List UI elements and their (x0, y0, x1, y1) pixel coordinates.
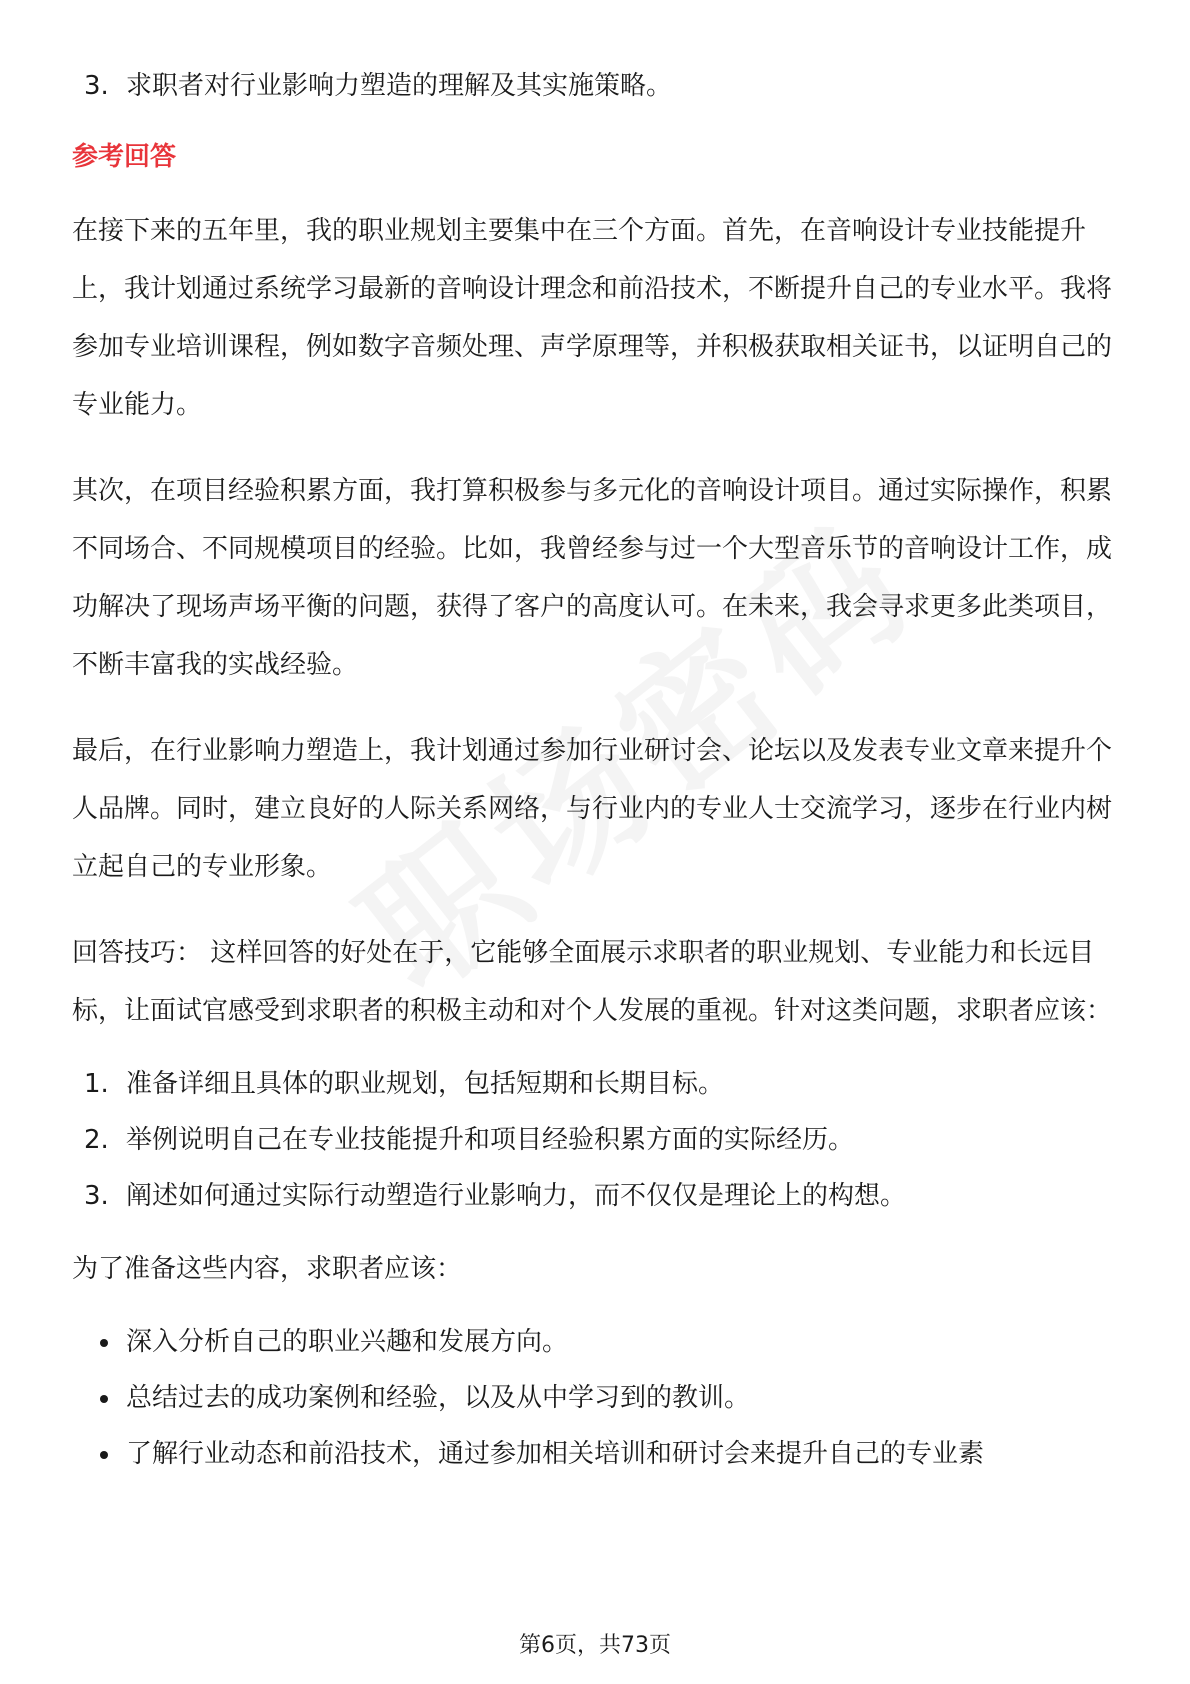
list-text: 举例说明自己在专业技能提升和项目经验积累方面的实际经历。 (126, 1125, 855, 1155)
bullet-icon (100, 1339, 108, 1347)
prep-bullet-item (72, 1370, 1122, 1426)
list-text: 准备详细且具体的职业规划，包括短期和长期目标。 (126, 1069, 725, 1099)
question-list-item (72, 58, 1122, 114)
bullet-text: 深入分析自己的职业兴趣和发展方向。 (126, 1327, 569, 1357)
bullet-text: 总结过去的成功案例和经验，以及从中学习到的教训。 (126, 1383, 751, 1413)
answer-paragraph-1: 在接下来的五年里，我的职业规划主要集中在三个方面。首先，在音响设计专业技能提升上，我计划通过系统学习最新的音响设计理念和前沿技术，不断提升自己的专业水平。我将参加专业培训课程，例如数字音频处理、声学原理等，并积极获取相关证书，以证明自己的专业能力。 (72, 216, 1113, 420)
bullet-icon (100, 1395, 108, 1403)
page-content (72, 58, 1122, 1482)
list-number: 3. (84, 1181, 109, 1211)
tips-list-item (72, 1112, 1122, 1168)
tips-paragraph: 回答技巧： 这样回答的好处在于，它能够全面展示求职者的职业规划、专业能力和长远目标，让面试官感受到求职者的积极主动和对个人发展的重视。针对这类问题，求职者应该： (72, 938, 1113, 1026)
prep-intro: 为了准备这些内容，求职者应该： (72, 1254, 463, 1284)
list-number: 1. (84, 1069, 109, 1099)
list-number: 2. (84, 1125, 109, 1155)
tips-list-item (72, 1168, 1122, 1224)
section-heading: 参考回答 (72, 142, 177, 172)
list-number: 3. (84, 71, 109, 101)
bullet-text: 了解行业动态和前沿技术，通过参加相关培训和研讨会来提升自己的专业素 (126, 1439, 985, 1469)
prep-bullet-item (72, 1314, 1122, 1370)
answer-paragraph-3: 最后，在行业影响力塑造上，我计划通过参加行业研讨会、论坛以及发表专业文章来提升个人品牌。同时，建立良好的人际关系网络，与行业内的专业人士交流学习，逐步在行业内树立起自己的专业形象。 (72, 736, 1113, 882)
list-text: 阐述如何通过实际行动塑造行业影响力，而不仅仅是理论上的构想。 (126, 1181, 907, 1211)
page-number-footer: 第6页，共73页 (519, 1633, 671, 1658)
tips-list-item (72, 1056, 1122, 1112)
list-text: 求职者对行业影响力塑造的理解及其实施策略。 (126, 71, 673, 101)
bullet-icon (100, 1451, 108, 1459)
answer-paragraph-2: 其次，在项目经验积累方面，我打算积极参与多元化的音响设计项目。通过实际操作，积累不同场合、不同规模项目的经验。比如，我曾经参与过一个大型音乐节的音响设计工作，成功解决了现场声场平衡的问题，获得了客户的高度认可。在未来，我会寻求更多此类项目，不断丰富我的实战经验。 (72, 476, 1113, 680)
prep-bullet-item (72, 1426, 1122, 1482)
